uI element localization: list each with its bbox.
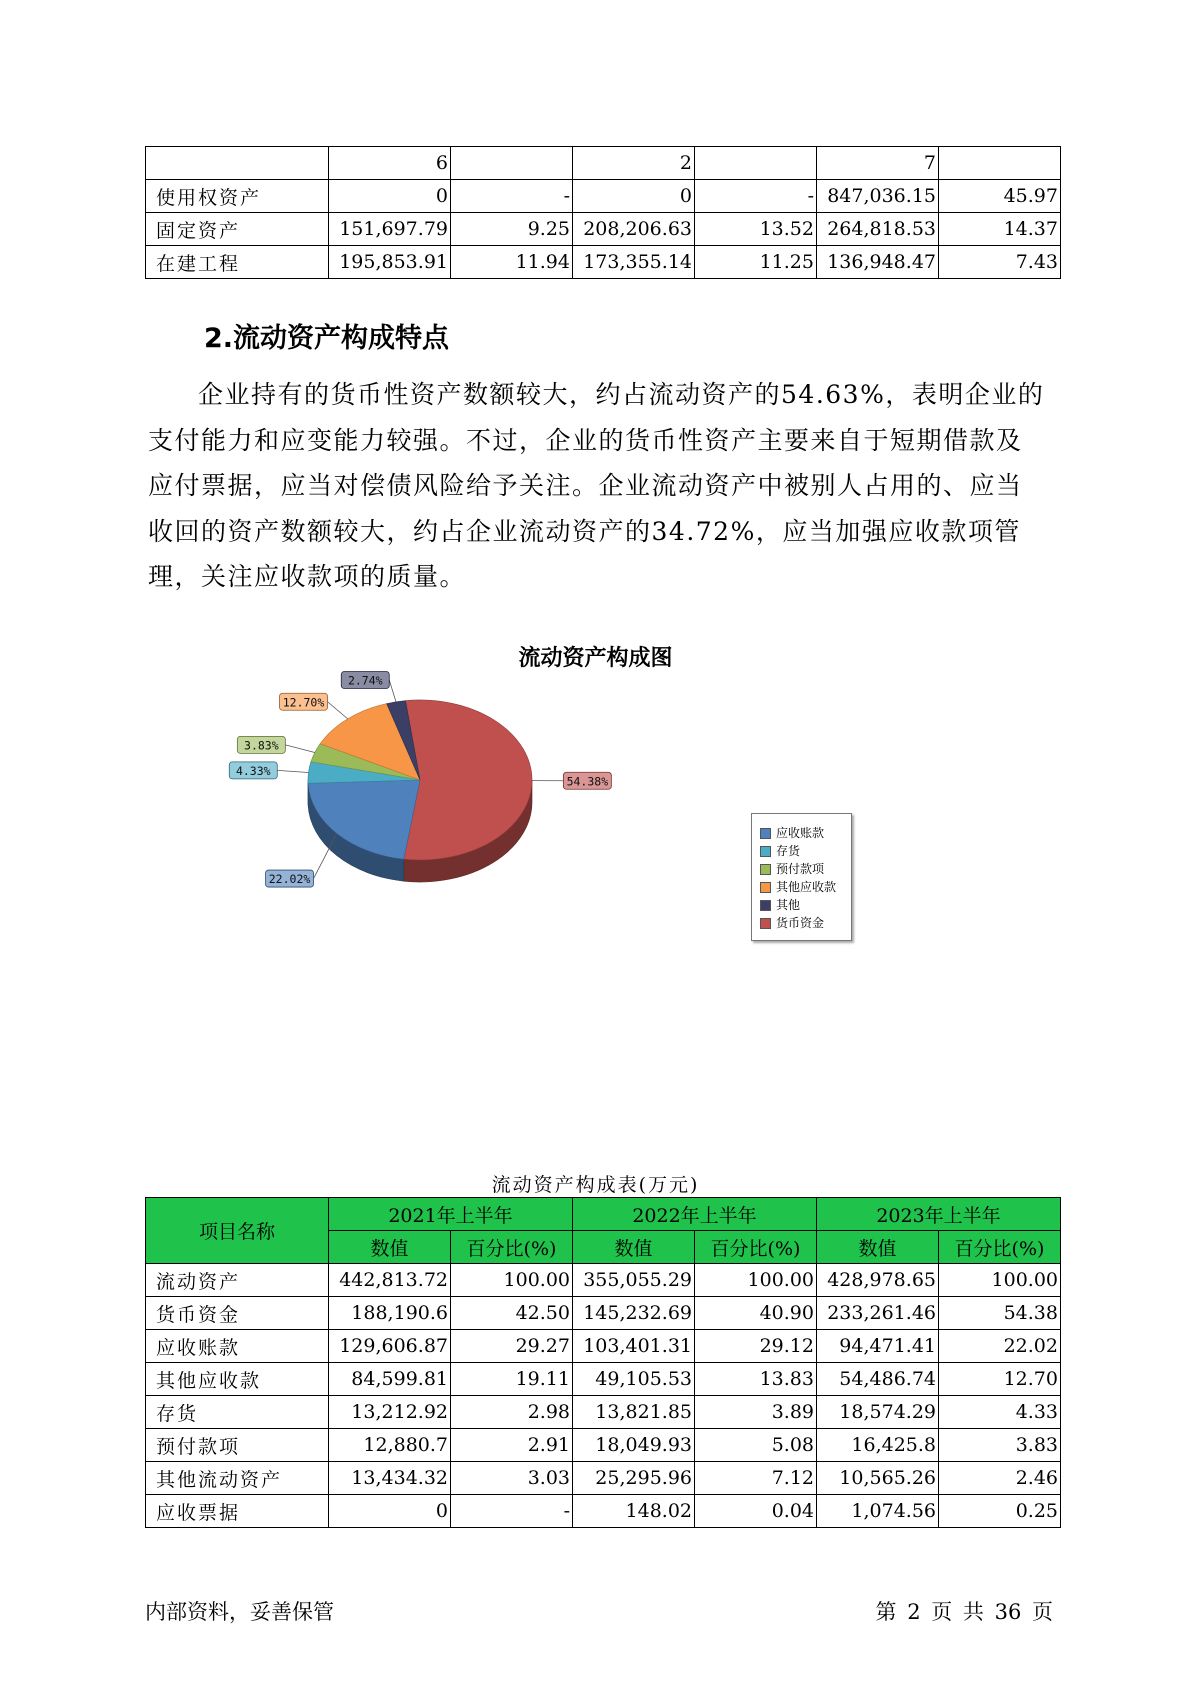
table-caption: 流动资产构成表(万元) <box>491 1174 700 1196</box>
legend-item <box>760 914 824 931</box>
percent-cell: 7.43 <box>939 246 1061 279</box>
percent-cell: 0.04 <box>695 1495 817 1528</box>
value-cell: 16,425.8 <box>817 1429 939 1462</box>
chart-legend <box>751 813 852 941</box>
percent-cell: 29.12 <box>695 1330 817 1363</box>
header-value: 数值 <box>329 1231 451 1264</box>
row-label: 其他应收款 <box>146 1363 329 1396</box>
pie-data-label: 54.38% <box>566 774 609 789</box>
row-label: 流动资产 <box>146 1264 329 1297</box>
value-cell: 0 <box>329 180 451 213</box>
table-header-row <box>146 1198 1061 1231</box>
row-label: 使用权资产 <box>146 180 329 213</box>
value-cell: 103,401.31 <box>573 1330 695 1363</box>
header-percent: 百分比(%) <box>695 1231 817 1264</box>
value-cell: 1,074.56 <box>817 1495 939 1528</box>
legend-item <box>760 896 800 913</box>
value-cell: 148.02 <box>573 1495 695 1528</box>
table-row <box>146 1462 1061 1495</box>
pie-label-leader <box>389 680 396 702</box>
percent-cell: 5.08 <box>695 1429 817 1462</box>
table-row <box>146 1396 1061 1429</box>
value-cell: 94,471.41 <box>817 1330 939 1363</box>
table-row <box>146 180 1061 213</box>
percent-cell: 13.52 <box>695 213 817 246</box>
value-cell: 84,599.81 <box>329 1363 451 1396</box>
header-year-2022: 2022年上半年 <box>573 1198 817 1231</box>
percent-cell: 100.00 <box>939 1264 1061 1297</box>
value-cell: 129,606.87 <box>329 1330 451 1363</box>
header-percent: 百分比(%) <box>939 1231 1061 1264</box>
row-label: 存货 <box>146 1396 329 1429</box>
percent-cell: 54.38 <box>939 1297 1061 1330</box>
percent-cell: 14.37 <box>939 213 1061 246</box>
value-cell: 208,206.63 <box>573 213 695 246</box>
value-cell: 195,853.91 <box>329 246 451 279</box>
value-cell: 13,212.92 <box>329 1396 451 1429</box>
value-cell: 847,036.15 <box>817 180 939 213</box>
percent-cell: 3.89 <box>695 1396 817 1429</box>
header-value: 数值 <box>817 1231 939 1264</box>
legend-label: 存货 <box>776 844 801 858</box>
legend-item <box>760 842 800 859</box>
percent-cell: 42.50 <box>451 1297 573 1330</box>
section-heading: 2.流动资产构成特点 <box>204 323 450 354</box>
table-row <box>146 1429 1061 1462</box>
percent-cell: 40.90 <box>695 1297 817 1330</box>
percent-cell: 45.97 <box>939 180 1061 213</box>
row-label: 应收票据 <box>146 1495 329 1528</box>
percent-cell: 11.94 <box>451 246 573 279</box>
percent-cell: 11.25 <box>695 246 817 279</box>
value-cell: 136,948.47 <box>817 246 939 279</box>
table-row <box>146 147 1061 180</box>
value-cell: 25,295.96 <box>573 1462 695 1495</box>
percent-cell: 2.98 <box>451 1396 573 1429</box>
value-cell: 13,434.32 <box>329 1462 451 1495</box>
legend-swatch <box>760 882 771 893</box>
legend-label: 其他 <box>776 898 801 912</box>
percent-cell <box>939 147 1061 180</box>
header-percent: 百分比(%) <box>451 1231 573 1264</box>
percent-cell: 100.00 <box>695 1264 817 1297</box>
legend-swatch <box>760 846 771 857</box>
pie-label-leader <box>285 745 314 753</box>
table-row <box>146 213 1061 246</box>
legend-swatch <box>760 918 771 929</box>
percent-cell: 2.91 <box>451 1429 573 1462</box>
percent-cell: 4.33 <box>939 1396 1061 1429</box>
percent-cell: 100.00 <box>451 1264 573 1297</box>
table-row <box>146 246 1061 279</box>
value-cell: 54,486.74 <box>817 1363 939 1396</box>
value-cell: 18,574.29 <box>817 1396 939 1429</box>
row-label: 应收账款 <box>146 1330 329 1363</box>
value-cell: 7 <box>817 147 939 180</box>
pie-data-label: 12.70% <box>282 695 325 710</box>
pie-data-label: 22.02% <box>268 872 311 887</box>
row-label <box>146 147 329 180</box>
percent-cell: 7.12 <box>695 1462 817 1495</box>
value-cell: 10,565.26 <box>817 1462 939 1495</box>
chart-title: 流动资产构成图 <box>518 646 673 671</box>
table-row <box>146 1495 1061 1528</box>
legend-swatch <box>760 828 771 839</box>
value-cell: 0 <box>329 1495 451 1528</box>
percent-cell: 22.02 <box>939 1330 1061 1363</box>
row-label: 固定资产 <box>146 213 329 246</box>
value-cell: 49,105.53 <box>573 1363 695 1396</box>
row-label: 其他流动资产 <box>146 1462 329 1495</box>
value-cell: 188,190.6 <box>329 1297 451 1330</box>
value-cell: 233,261.46 <box>817 1297 939 1330</box>
value-cell: 12,880.7 <box>329 1429 451 1462</box>
legend-swatch <box>760 900 771 911</box>
legend-item <box>760 860 824 877</box>
row-label: 预付款项 <box>146 1429 329 1462</box>
row-label: 在建工程 <box>146 246 329 279</box>
value-cell: 173,355.14 <box>573 246 695 279</box>
legend-swatch <box>760 864 771 875</box>
table-row <box>146 1330 1061 1363</box>
legend-label: 货币资金 <box>776 916 825 930</box>
percent-cell: 0.25 <box>939 1495 1061 1528</box>
legend-label: 应收账款 <box>776 826 825 840</box>
value-cell: 151,697.79 <box>329 213 451 246</box>
value-cell: 6 <box>329 147 451 180</box>
header-year-2023: 2023年上半年 <box>817 1198 1061 1231</box>
pie-data-label: 4.33% <box>235 763 271 778</box>
value-cell: 2 <box>573 147 695 180</box>
row-label: 货币资金 <box>146 1297 329 1330</box>
pie-label-leader <box>328 702 348 719</box>
table-row <box>146 1297 1061 1330</box>
pie-data-label: 2.74% <box>347 673 383 688</box>
table-row <box>146 1363 1061 1396</box>
pie-data-label: 3.83% <box>244 738 279 753</box>
percent-cell: 29.27 <box>451 1330 573 1363</box>
current-assets-table <box>145 1197 1061 1528</box>
legend-label: 预付款项 <box>776 862 825 876</box>
value-cell: 355,055.29 <box>573 1264 695 1297</box>
percent-cell: - <box>695 180 817 213</box>
pie-label-leader <box>277 770 308 772</box>
value-cell: 428,978.65 <box>817 1264 939 1297</box>
percent-cell: - <box>451 1495 573 1528</box>
percent-cell: - <box>451 180 573 213</box>
header-item-name: 项目名称 <box>146 1198 329 1264</box>
percent-cell: 2.46 <box>939 1462 1061 1495</box>
percent-cell <box>695 147 817 180</box>
percent-cell: 13.83 <box>695 1363 817 1396</box>
section-paragraph: 企业持有的货币性资产数额较大，约占流动资产的54.63%，表明企业的支付能力和应变能力较强。不过，企业的货币性资产主要来自于短期借款及应付票据，应当对偿债风险给予关注。企业流动资产中被别人占用的、应当收回的资产数额较大，约占企业流动资产的34.72%，应当加强应收款项管理，关注应收款项的质量。 <box>148 380 1045 591</box>
percent-cell: 19.11 <box>451 1363 573 1396</box>
percent-cell: 3.83 <box>939 1429 1061 1462</box>
legend-label: 其他应收款 <box>776 880 837 894</box>
pie-chart <box>230 673 650 940</box>
header-year-2021: 2021年上半年 <box>329 1198 573 1231</box>
footer-page-number: 第 2 页 共 36 页 <box>875 1600 1053 1624</box>
header-value: 数值 <box>573 1231 695 1264</box>
percent-cell: 9.25 <box>451 213 573 246</box>
percent-cell: 12.70 <box>939 1363 1061 1396</box>
footer-confidential: 内部资料，妥善保管 <box>145 1600 334 1624</box>
value-cell: 13,821.85 <box>573 1396 695 1429</box>
percent-cell: 3.03 <box>451 1462 573 1495</box>
legend-item <box>760 878 836 895</box>
table-row <box>146 1264 1061 1297</box>
legend-item <box>760 824 824 841</box>
percent-cell <box>451 147 573 180</box>
value-cell: 18,049.93 <box>573 1429 695 1462</box>
value-cell: 0 <box>573 180 695 213</box>
value-cell: 264,818.53 <box>817 213 939 246</box>
value-cell: 442,813.72 <box>329 1264 451 1297</box>
value-cell: 145,232.69 <box>573 1297 695 1330</box>
non-current-assets-table <box>145 146 1061 279</box>
pie-slice-0 <box>308 780 420 859</box>
